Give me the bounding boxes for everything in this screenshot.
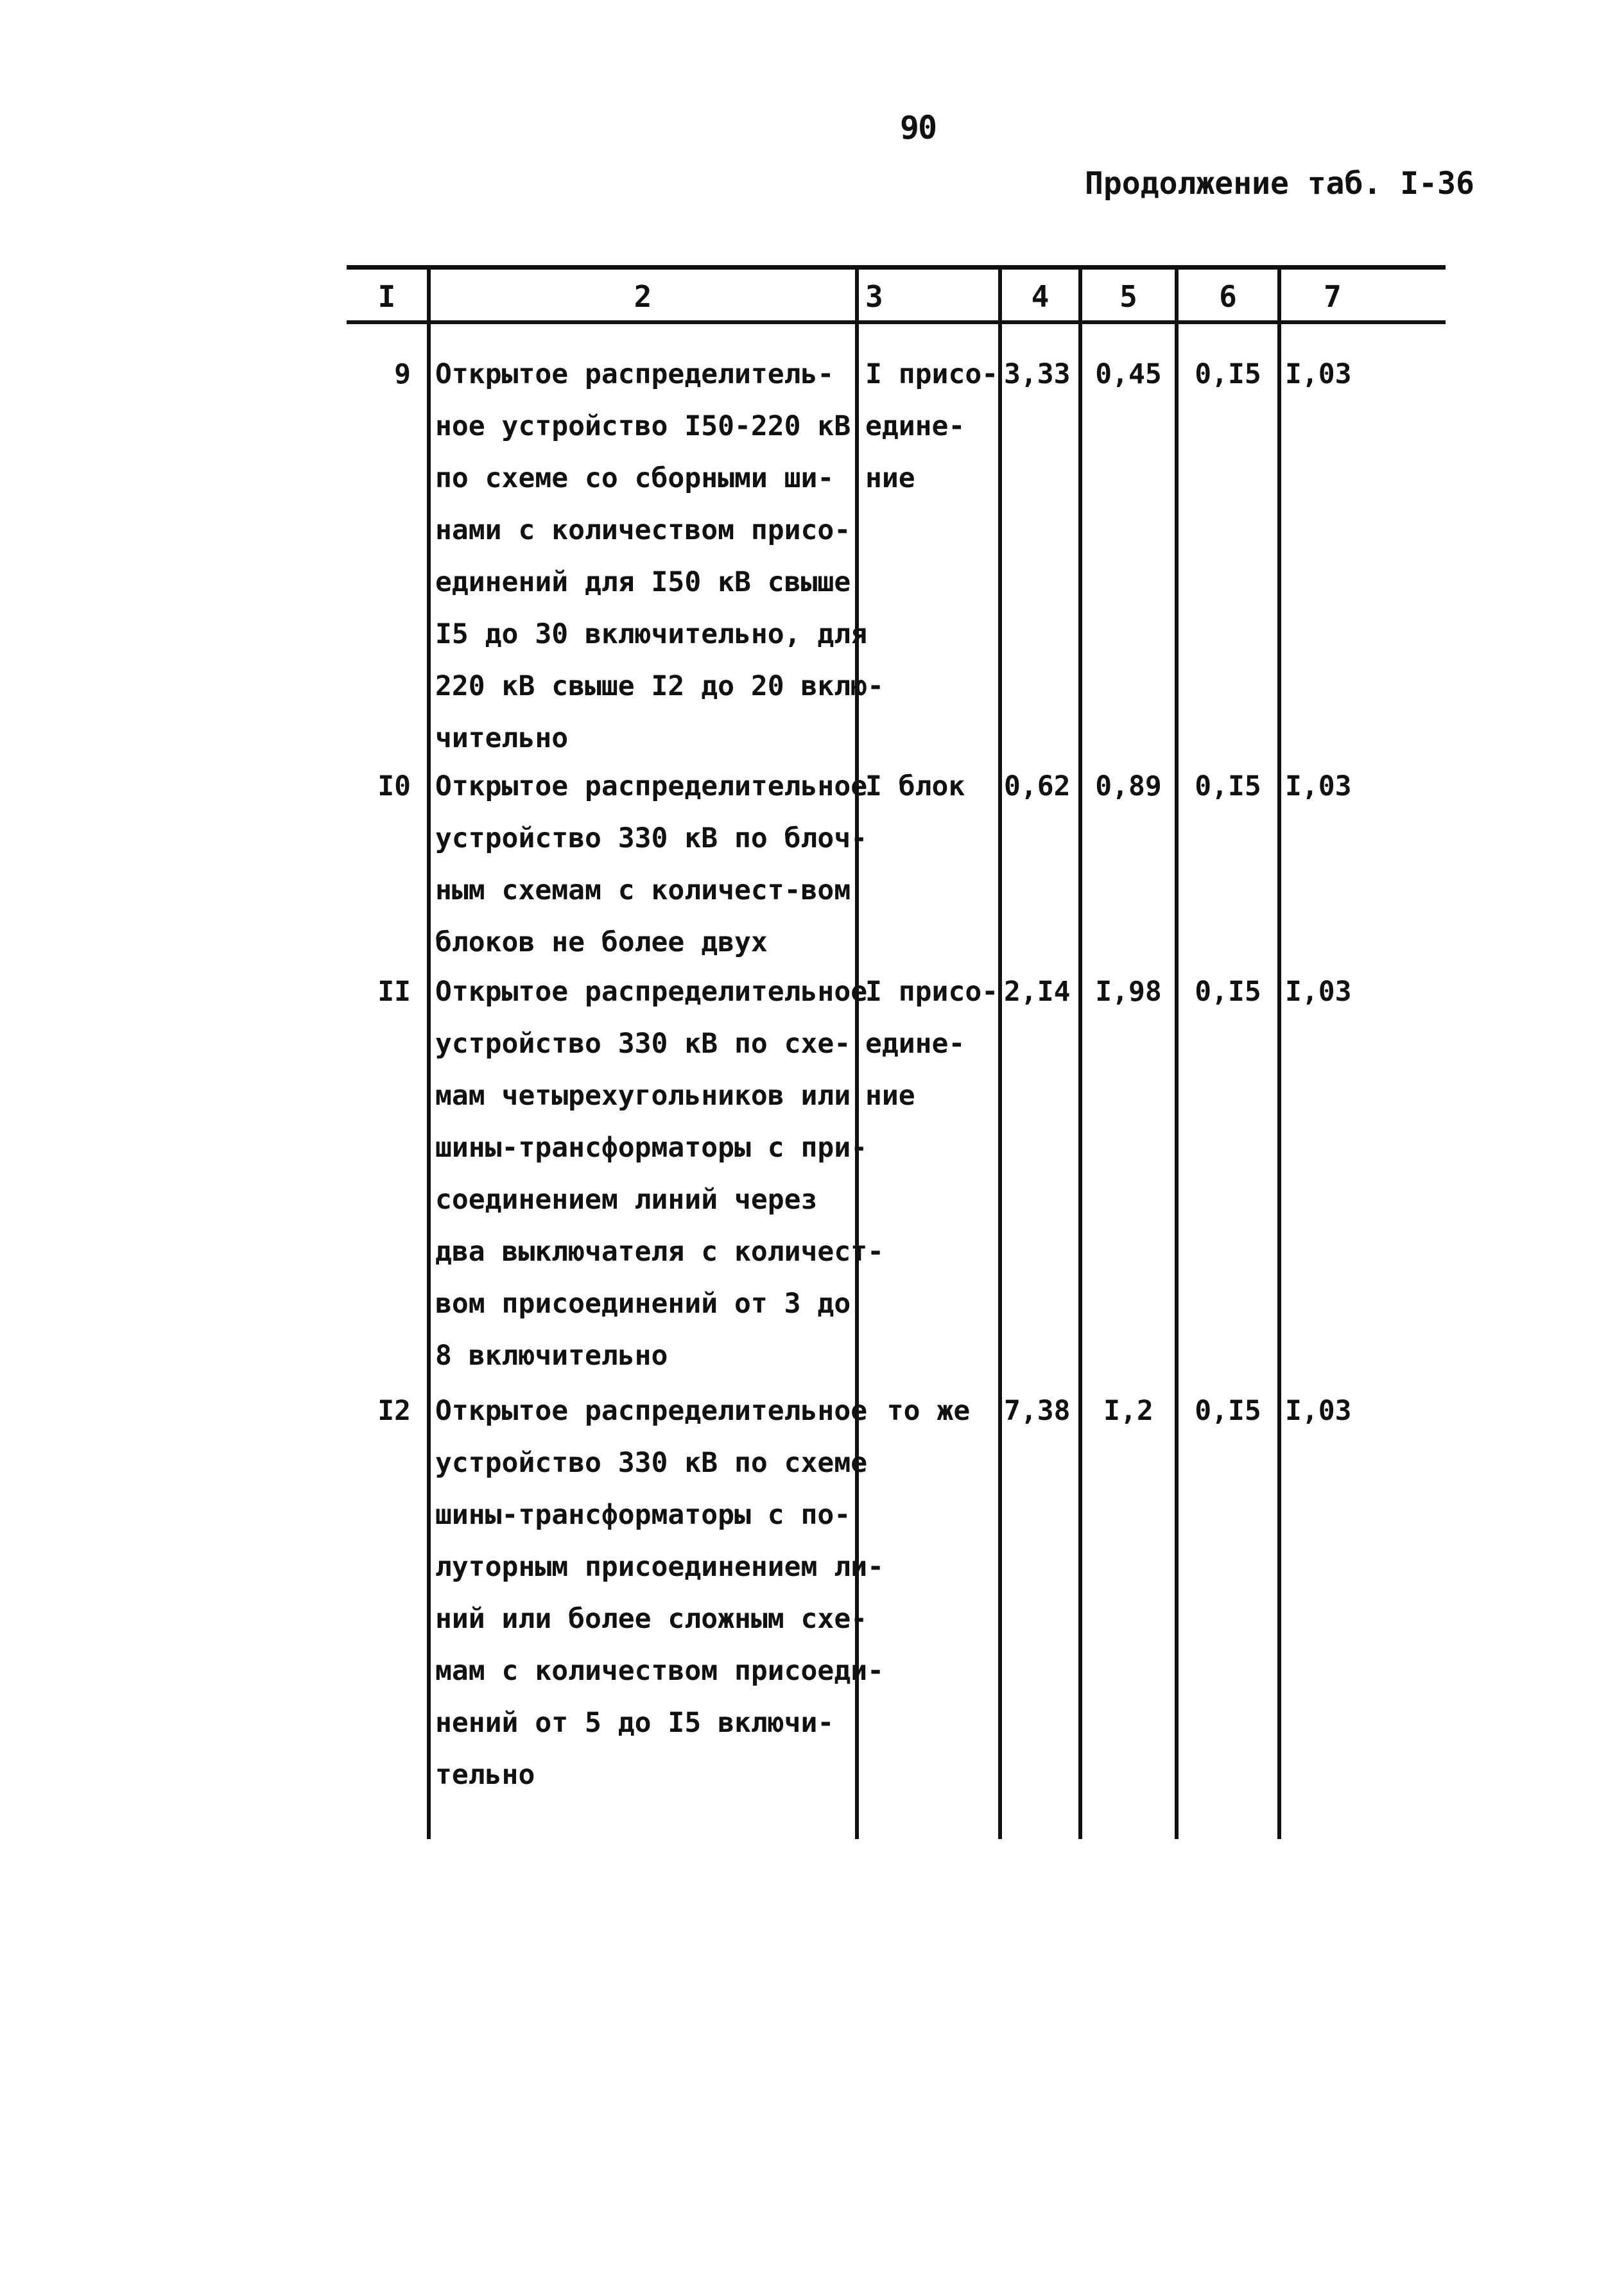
description-line: Открытое распределительное bbox=[435, 1395, 868, 1427]
value-col4: 2,I4 bbox=[1004, 976, 1071, 1008]
description-line: два выключателя с количест- bbox=[435, 1236, 884, 1268]
description-line: единений для I50 кВ свыше bbox=[435, 566, 851, 598]
description-line: нами с количеством присо- bbox=[435, 514, 851, 546]
table-continuation-caption: Продолжение таб. I-36 bbox=[1085, 166, 1474, 202]
column-header: 4 bbox=[1031, 279, 1050, 314]
unit-line: едине- bbox=[865, 1028, 965, 1060]
description-line: ное устройство I50-220 кВ bbox=[435, 410, 851, 442]
row-number: II bbox=[377, 976, 411, 1008]
row-number: I2 bbox=[377, 1395, 411, 1427]
row-unit bbox=[865, 761, 965, 813]
value-col6: 0,I5 bbox=[1195, 358, 1261, 390]
value-col7: I,03 bbox=[1285, 1395, 1352, 1427]
row-description bbox=[435, 1385, 884, 1801]
description-line: Открытое распределитель- bbox=[435, 358, 834, 390]
value-col5: 0,89 bbox=[1095, 770, 1162, 802]
description-line: мам четырехугольников или bbox=[435, 1080, 851, 1112]
description-line: шины-трансформаторы с при- bbox=[435, 1132, 868, 1164]
description-line: 8 включительно bbox=[435, 1340, 668, 1372]
unit-line: I блок bbox=[865, 770, 965, 802]
value-col7: I,03 bbox=[1285, 358, 1352, 390]
column-header: 3 bbox=[865, 279, 883, 314]
row-description bbox=[435, 761, 867, 969]
column-header: I bbox=[377, 279, 396, 314]
description-line: вом присоединений от 3 до bbox=[435, 1288, 851, 1320]
value-col5: I,98 bbox=[1095, 976, 1162, 1008]
value-col4: 3,33 bbox=[1004, 358, 1071, 390]
value-col4: 7,38 bbox=[1004, 1395, 1071, 1427]
description-line: устройство 330 кВ по схе- bbox=[435, 1028, 851, 1060]
value-col5: I,2 bbox=[1103, 1395, 1153, 1427]
column-header: 7 bbox=[1324, 279, 1342, 314]
row-description bbox=[435, 349, 884, 765]
description-line: ным схемам с количест-вом bbox=[435, 874, 851, 906]
row-number: I0 bbox=[377, 770, 411, 802]
column-divider bbox=[427, 265, 431, 1839]
unit-line: ние bbox=[865, 462, 915, 494]
unit-line: I присо- bbox=[865, 976, 999, 1008]
row-description bbox=[435, 966, 884, 1382]
value-col6: 0,I5 bbox=[1195, 770, 1261, 802]
description-line: шины-трансформаторы с по- bbox=[435, 1499, 851, 1531]
column-divider bbox=[998, 265, 1002, 1839]
description-line: Открытое распределительное bbox=[435, 976, 868, 1008]
description-line: соединением линий через bbox=[435, 1184, 818, 1216]
page-number: 90 bbox=[899, 109, 937, 146]
description-line: 220 кВ свыше I2 до 20 вклю- bbox=[435, 670, 884, 702]
description-line: по схеме со сборными ши- bbox=[435, 462, 834, 494]
value-col7: I,03 bbox=[1285, 976, 1352, 1008]
description-line: тельно bbox=[435, 1759, 535, 1791]
row-unit bbox=[865, 966, 998, 1122]
description-line: блоков не более двух bbox=[435, 926, 768, 958]
value-col6: 0,I5 bbox=[1195, 1395, 1261, 1427]
column-header: 2 bbox=[634, 279, 652, 314]
data-table bbox=[347, 265, 1446, 1839]
row-number: 9 bbox=[394, 358, 411, 390]
value-col4: 0,62 bbox=[1004, 770, 1071, 802]
unit-line: I присо- bbox=[865, 358, 999, 390]
description-line: I5 до 30 включительно, для bbox=[435, 618, 868, 650]
description-line: Открытое распределительное bbox=[435, 770, 868, 802]
description-line: мам с количеством присоеди- bbox=[435, 1655, 884, 1687]
column-divider bbox=[1277, 265, 1281, 1839]
column-divider bbox=[1175, 265, 1179, 1839]
unit-line: то же bbox=[886, 1395, 971, 1427]
value-col6: 0,I5 bbox=[1195, 976, 1261, 1008]
column-header: 5 bbox=[1119, 279, 1137, 314]
value-col5: 0,45 bbox=[1095, 358, 1162, 390]
description-line: ний или более сложным схе- bbox=[435, 1603, 868, 1635]
description-line: устройство 330 кВ по схеме bbox=[435, 1447, 868, 1479]
description-line: нений от 5 до I5 включи- bbox=[435, 1707, 834, 1739]
description-line: чительно bbox=[435, 722, 569, 754]
row-unit bbox=[865, 349, 998, 505]
column-header: 6 bbox=[1219, 279, 1237, 314]
row-unit bbox=[859, 1385, 998, 1437]
description-line: устройство 330 кВ по блоч- bbox=[435, 822, 868, 854]
column-divider bbox=[1078, 265, 1082, 1839]
description-line: луторным присоединением ли- bbox=[435, 1551, 884, 1583]
unit-line: едине- bbox=[865, 410, 965, 442]
unit-line: ние bbox=[865, 1080, 915, 1112]
value-col7: I,03 bbox=[1285, 770, 1352, 802]
